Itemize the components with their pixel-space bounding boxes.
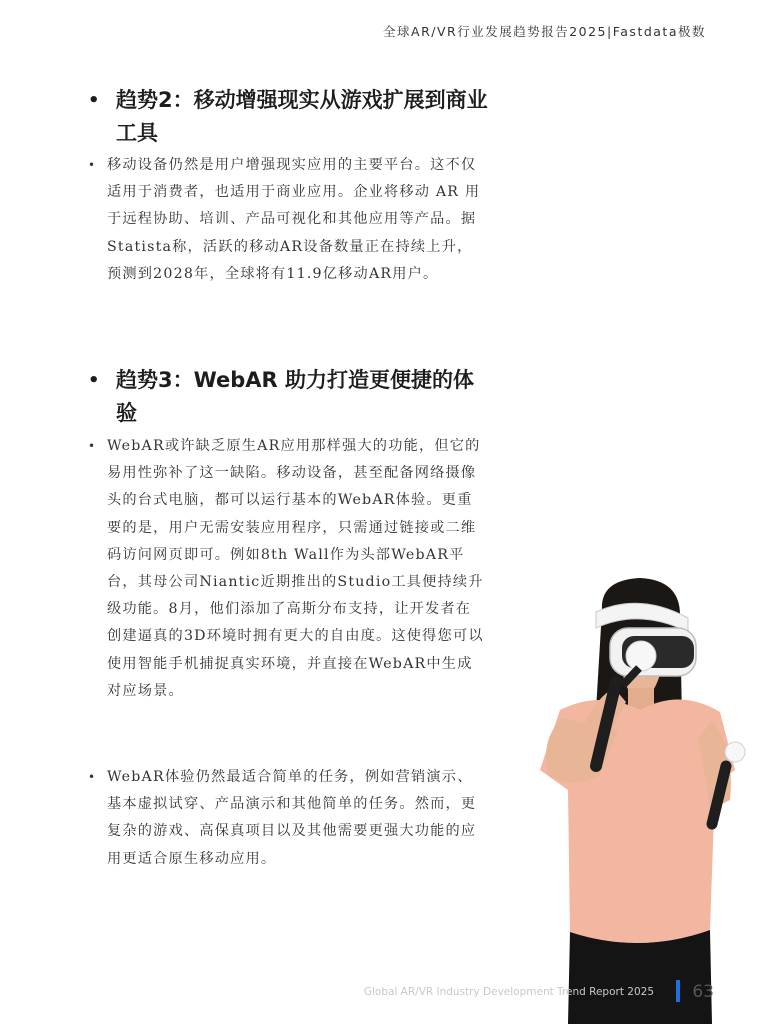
bullet: •: [88, 770, 97, 784]
trend3-paragraph-2: [88, 764, 484, 873]
page-number: 63: [692, 982, 714, 1002]
bullet: •: [88, 90, 100, 111]
trend3-heading-text: 趋势3：WebAR 助力打造更便捷的体验: [116, 368, 475, 425]
trend2-heading: [88, 84, 488, 150]
bullet: •: [88, 158, 97, 172]
trend2-paragraph-text: 移动设备仍然是用户增强现实应用的主要平台。这不仅适用于消费者，也适用于商业应用。企业将移动 AR 用于远程协助、培训、产品可视化和其他应用等产品。据Statista称，活跃的移动AR设备数量正在持续上升，预测到2028年，全球将有11.9亿移动AR用户。: [107, 157, 481, 282]
footer-report-title: Global AR/VR Industry Development Trend Report 2025: [363, 986, 654, 998]
vr-user-illustration: [530, 570, 750, 1024]
trend3-paragraph-1-text: WebAR或许缺乏原生AR应用那样强大的功能，但它的易用性弥补了这一缺陷。移动设备，甚至配备网络摄像头的台式电脑，都可以运行基本的WebAR体验。更重要的是，用户无需安装应用程序，只需通过链接或二维码访问网页即可。例如8th Wall作为头部WebAR平台，其母公司Niantic近期推出的Studio工具便持续升级功能。8月，他们添加了高斯分布支持，让开发者在创建逼真的3D环境时拥有更大的自由度。这使得您可以使用智能手机捕捉真实环境，并直接在WebAR中生成对应场景。: [107, 438, 484, 699]
trend2-heading-text: 趋势2：移动增强现实从游戏扩展到商业工具: [116, 88, 488, 145]
bullet: •: [88, 370, 100, 391]
trend3-heading: [88, 364, 488, 430]
trend2-paragraph: [88, 152, 484, 288]
bullet: •: [88, 439, 97, 453]
footer-accent-bar: [676, 980, 680, 1002]
header-title: 全球AR/VR行业发展趋势报告2025|Fastdata极数: [383, 24, 706, 39]
trend3-paragraph-1: [88, 433, 484, 705]
trend3-paragraph-2-text: WebAR体验仍然最适合简单的任务，例如营销演示、基本虚拟试穿、产品演示和其他简单的任务。然而，更复杂的游戏、高保真项目以及其他需要更强大功能的应用更适合原生移动应用。: [107, 769, 477, 867]
